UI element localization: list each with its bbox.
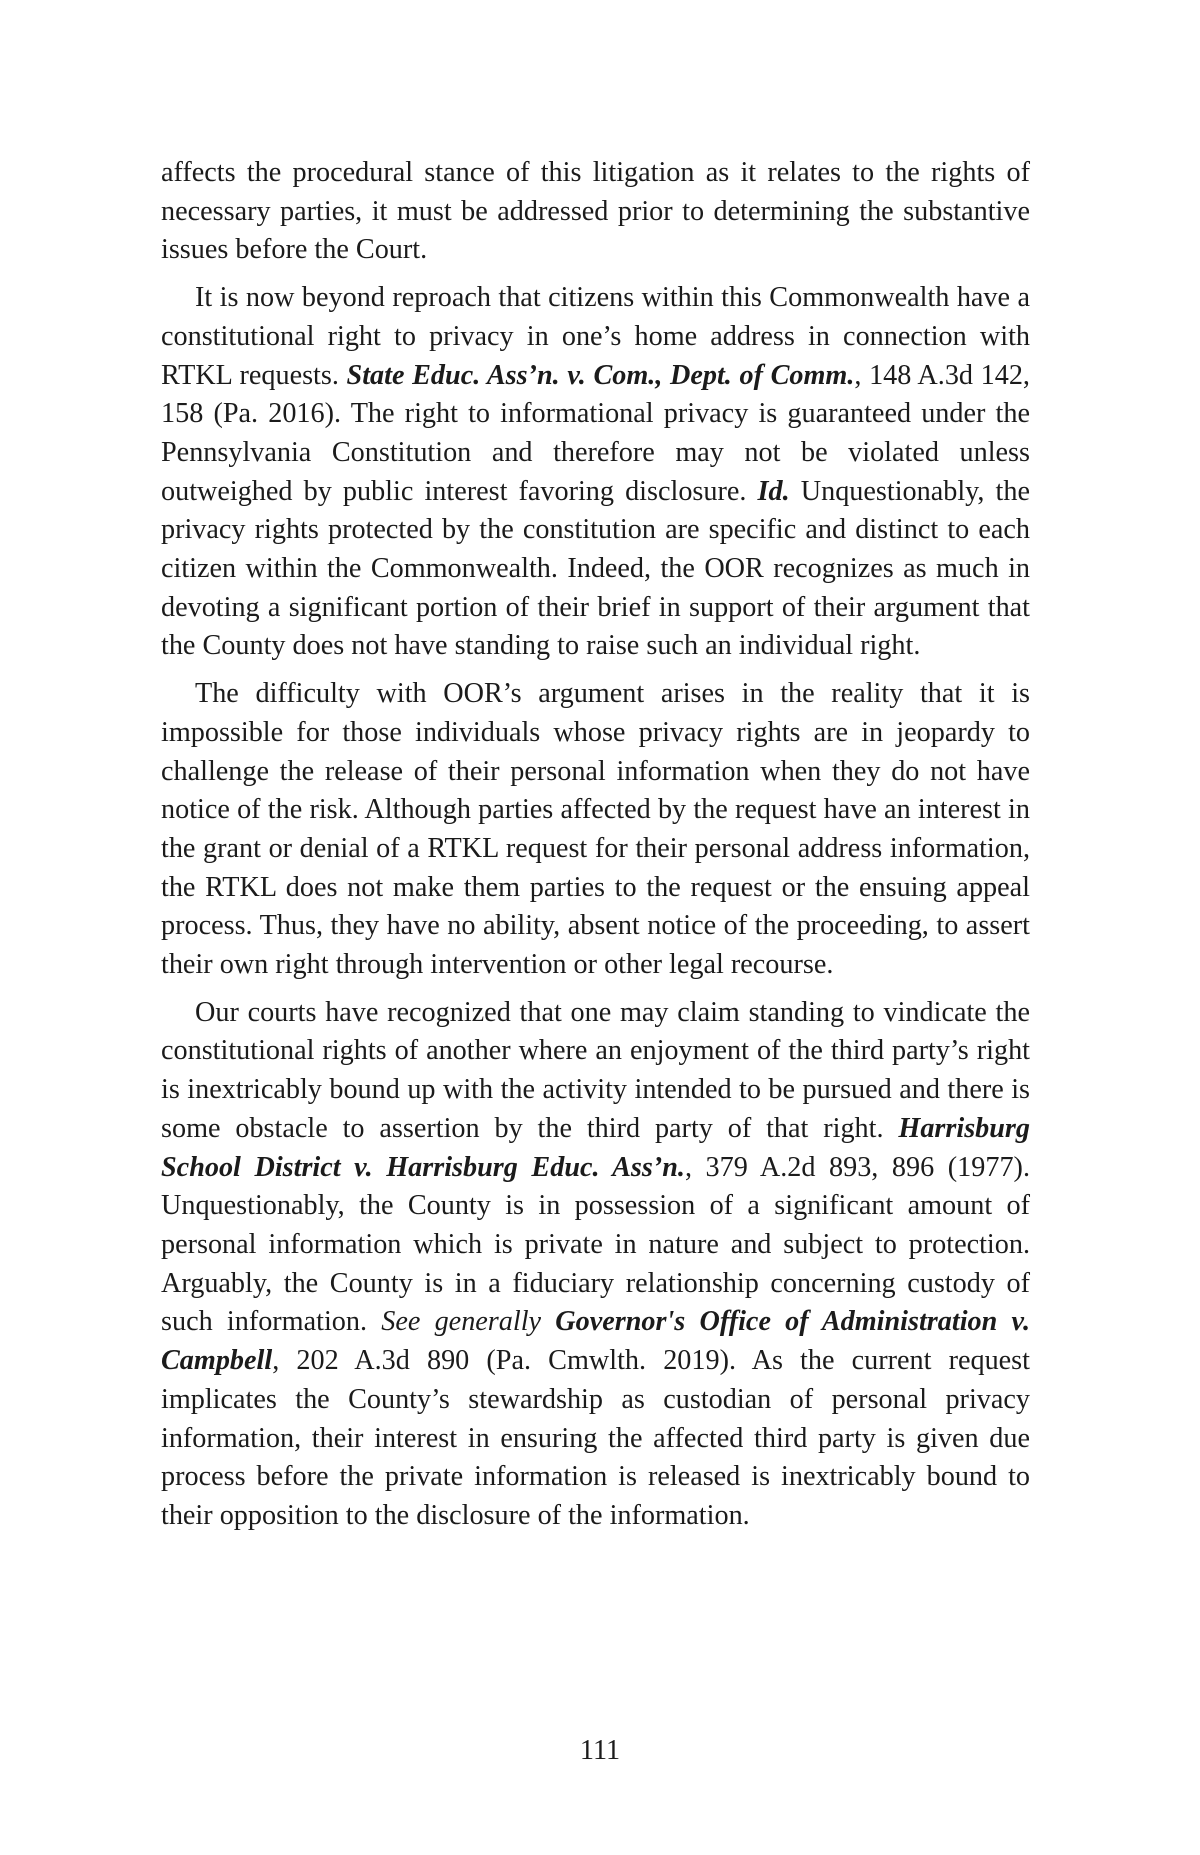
- paragraph-2: [161, 279, 1030, 666]
- case-citation: Id.: [757, 475, 790, 507]
- text-segment: affects the procedural stance of this litigation as it relates to the rights of necessary parties, it must be addressed prior to determining the substantive issues before the Court.: [161, 157, 1030, 266]
- body-text: [161, 154, 1030, 1545]
- text-segment: Our courts have recognized that one may claim standing to vindicate the constitutional rights of another where an enjoyment of the third party’s right is inextricably bound up with the activity intended to be pursued and there is some obstacle to assertion by the third party of that right.: [161, 996, 1030, 1144]
- case-citation: Harrisburg School District v. Harrisburg Educ. Ass’n.: [161, 1112, 1030, 1183]
- text-segment: The difficulty with OOR’s argument arises in the reality that it is impossible for those individuals whose privacy rights are in jeopardy to challenge the release of their personal information when they do not have notice of the risk. Although parties affected by the request have an interest in the grant or denial of a RTKL request for their personal address information, the RTKL does not make them parties to the request or the ensuing appeal process. Thus, they have no ability, absent notice of the proceeding, to assert their own right through intervention or other legal recourse.: [161, 678, 1030, 981]
- citation-signal: See generally: [381, 1306, 542, 1338]
- case-citation: State Educ. Ass’n. v. Com., Dept. of Comm.: [346, 359, 855, 391]
- page-number: 111: [579, 1735, 621, 1766]
- paragraph-3: [161, 675, 1030, 985]
- paragraph-1: [161, 154, 1030, 270]
- text-segment: Unquestionably, the privacy rights protected by the constitution are specific and distinct to each citizen within the Commonwealth. Indeed, the OOR recognizes as much in devoting a significant portion of their brief in support of their argument that the County does not have standing to raise such an individual right.: [161, 475, 1030, 662]
- case-citation: Governor's Office of Administration v. Campbell: [161, 1306, 1031, 1377]
- text-segment: , 148 A.3d 142, 158 (Pa. 2016). The right to informational privacy is guaranteed under the Pennsylvania Constitution and therefore may not be violated unless outweighed by public interest favoring disclosure.: [161, 359, 1030, 507]
- text-segment: , 379 A.2d 893, 896 (1977). Unquestionably, the County is in possession of a significant amount of personal information which is private in nature and subject to protection. Arguably, the County is in a fiduciary relationship concerning custody of such information.: [161, 1151, 1030, 1338]
- text-segment: It is now beyond reproach that citizens within this Commonwealth have a constitutional right to privacy in one’s home address in connection with RTKL requests.: [161, 282, 1030, 391]
- text-segment: , 202 A.3d 890 (Pa. Cmwlth. 2019). As the current request implicates the County’s stewardship as custodian of personal privacy information, their interest in ensuring the affected third party is given due process before the private information is released is inextricably bound to their opposition to the disclosure of the information.: [161, 1345, 1030, 1531]
- text-segment: [541, 1306, 555, 1337]
- paragraph-4: [161, 994, 1030, 1536]
